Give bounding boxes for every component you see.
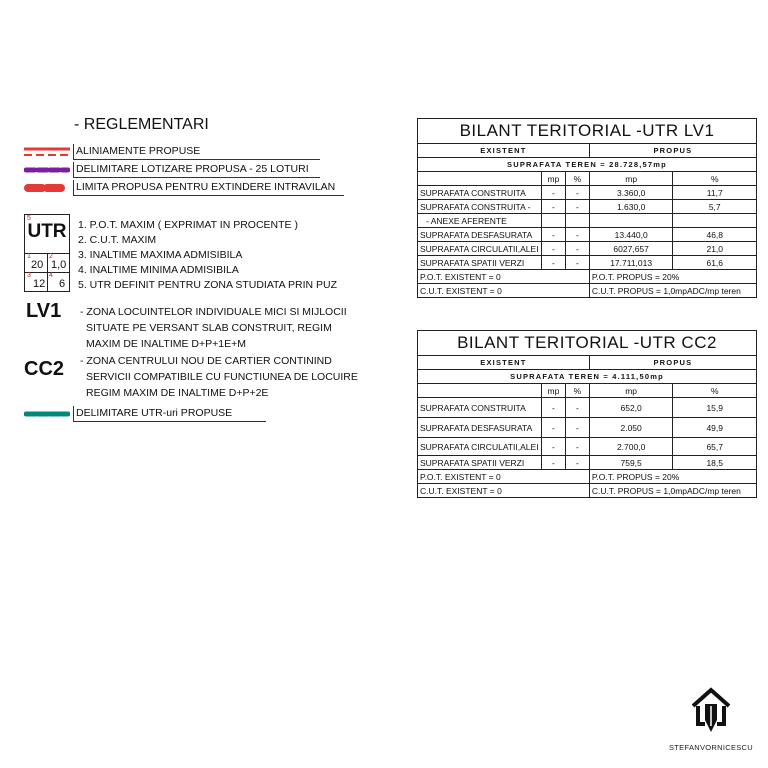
bilant-table-lv1 [417,118,757,298]
cut-existent: C.U.T. EXISTENT = 0 [418,284,590,298]
cell: 652,0 [589,398,673,418]
logo-text: STEFANVORNICESCU [669,743,753,752]
row-label: SUPRAFATA SPATII VERZI [418,256,542,270]
cell: 1.630,0 [589,200,673,214]
col-pct: % [565,172,589,186]
cell: - [565,242,589,256]
cell: 17.711,013 [589,256,673,270]
cell [589,214,673,228]
table-title: BILANT TERITORIAL -UTR LV1 [418,119,757,144]
cell: - [565,256,589,270]
col-mp: mp [589,172,673,186]
cell: 2.700,0 [589,438,673,456]
brand-logo [664,686,758,752]
cell: - [541,438,565,456]
house-pen-logo-icon [689,686,733,736]
legend-label: ALINIAMENTE PROPUSE [76,145,201,157]
bilant-table-cc2 [417,330,757,498]
cut-existent: C.U.T. EXISTENT = 0 [418,484,590,498]
cell: - [541,242,565,256]
header-existent: EXISTENT [418,356,590,370]
utr-legend-box [24,214,70,292]
utr-index-4: 4 [49,272,53,279]
cell: 46,8 [673,228,757,242]
row-label: SUPRAFATA SPATII VERZI [418,456,542,470]
cell: - [565,456,589,470]
zone-line: SITUATE PE VERSANT SLAB CONSTRUIT, REGIM [86,322,332,334]
utr-item: 4. INALTIME MINIMA ADMISIBILA [78,264,239,276]
utr-index-5: 5 [27,215,31,222]
row-label: SUPRAFATA CIRCULATII,ALEI [418,438,542,456]
cell: 61,6 [673,256,757,270]
legend-row-utr [24,406,266,422]
col-mp: mp [541,384,565,398]
cell: 5,7 [673,200,757,214]
red-thick-line-icon [24,181,70,195]
cell: 13.440,0 [589,228,673,242]
zone-description-cc2 [80,353,358,401]
utr-item: 1. P.O.T. MAXIM ( EXPRIMAT IN PROCENTE ) [78,219,298,231]
legend-row-aliniamente [24,144,320,160]
utr-hmin-value: 6 [59,278,66,290]
zone-line: SERVICII COMPATIBILE CU FUNCTIUNEA DE LOCUIRE [86,371,358,383]
legend-label: DELIMITARE LOTIZARE PROPUSA - 25 LOTURI [76,163,309,175]
cell: - [565,186,589,200]
cell: - [565,418,589,438]
row-label: SUPRAFATA CONSTRUITA - [418,200,542,214]
col-pct: % [673,172,757,186]
legend-row-lotizare [24,162,320,178]
cell: - [541,398,565,418]
table-row [418,228,757,242]
cell: - [565,438,589,456]
row-label: SUPRAFATA DESFASURATA [418,228,542,242]
cell [673,214,757,228]
table-row [418,186,757,200]
table-row [418,438,757,456]
row-label: SUPRAFATA CONSTRUITA [418,398,542,418]
cell: 6027,657 [589,242,673,256]
col-mp: mp [541,172,565,186]
legend-title: - REGLEMENTARI [74,116,209,133]
zone-line: REGIM MAXIM DE INALTIME D+P+2E [86,387,269,399]
table-row [418,398,757,418]
utr-item: 5. UTR DEFINIT PENTRU ZONA STUDIATA PRIN PUZ [78,279,338,291]
table-row [418,200,757,214]
cell: - [541,186,565,200]
cell: 15,9 [673,398,757,418]
utr-pot-value: 20 [31,259,44,271]
cell: - [565,398,589,418]
cell: 18,5 [673,456,757,470]
header-existent: EXISTENT [418,144,590,158]
legend-label: DELIMITARE UTR-uri PROPUSE [76,407,233,419]
row-label: SUPRAFATA DESFASURATA [418,418,542,438]
utr-hmax-value: 12 [33,278,46,290]
zone-line: - ZONA LOCUINTELOR INDIVIDUALE MICI SI MIJLOCII [80,306,347,318]
table-row [418,214,757,228]
legend-label: LIMITA PROPUSA PENTRU EXTINDERE INTRAVILAN [76,181,336,193]
red-dashed-line-icon [24,146,70,158]
pot-existent: P.O.T. EXISTENT = 0 [418,470,590,484]
cell: - [541,228,565,242]
table-row [418,456,757,470]
suprafata-teren: SUPRAFATA TEREN = 28.728,57mp [418,158,757,172]
row-label: SUPRAFATA CONSTRUITA [418,186,542,200]
teal-line-icon [24,409,70,419]
cell: 21,0 [673,242,757,256]
row-label: SUPRAFATA CIRCULATII,ALEI [418,242,542,256]
col-mp: mp [589,384,673,398]
col-pct: % [565,384,589,398]
utr-index-2: 2 [49,253,53,260]
utr-item: 2. C.U.T. MAXIM [78,234,157,246]
utr-cut-value: 1,0 [51,259,67,271]
cell: - [541,200,565,214]
cell: - [541,418,565,438]
suprafata-teren: SUPRAFATA TEREN = 4.111,50mp [418,370,757,384]
zone-code-cc2: CC2 [24,358,65,380]
utr-index-1: 1 [27,253,31,260]
cell: 2.050 [589,418,673,438]
cell: - [565,228,589,242]
cell: 3.360,0 [589,186,673,200]
utr-code: UTR [27,221,67,242]
zone-line: MAXIM DE INALTIME D+P+1E+M [86,338,246,350]
cell: 49,9 [673,418,757,438]
cut-propus: C.U.T. PROPUS = 1,0mpADC/mp teren [589,484,756,498]
utr-item: 3. INALTIME MAXIMA ADMISIBILA [78,249,243,261]
table-row [418,242,757,256]
cell: - [565,200,589,214]
utr-index-3: 3 [27,272,31,279]
cell [565,214,589,228]
cell: 65,7 [673,438,757,456]
cell: - [541,256,565,270]
purple-line-icon [24,164,70,176]
cell: 759,5 [589,456,673,470]
cut-propus: C.U.T. PROPUS = 1,0mpADC/mp teren [589,284,756,298]
pot-propus: P.O.T. PROPUS = 20% [589,270,756,284]
table-row [418,256,757,270]
header-propus: PROPUS [589,356,756,370]
zone-description-lv1 [80,304,347,352]
pot-propus: P.O.T. PROPUS = 20% [589,470,756,484]
cell [541,214,565,228]
col-pct: % [673,384,757,398]
cell: - [541,456,565,470]
utr-items-list [78,218,337,293]
row-label: - ANEXE AFERENTE [418,214,542,228]
zone-line: - ZONA CENTRULUI NOU DE CARTIER CONTININD [80,355,332,367]
cell: 11,7 [673,186,757,200]
legend-row-intravilan [24,180,344,196]
zone-code-lv1: LV1 [26,300,62,322]
table-row [418,418,757,438]
pot-existent: P.O.T. EXISTENT = 0 [418,270,590,284]
header-propus: PROPUS [589,144,756,158]
table-title: BILANT TERITORIAL -UTR CC2 [418,331,757,356]
